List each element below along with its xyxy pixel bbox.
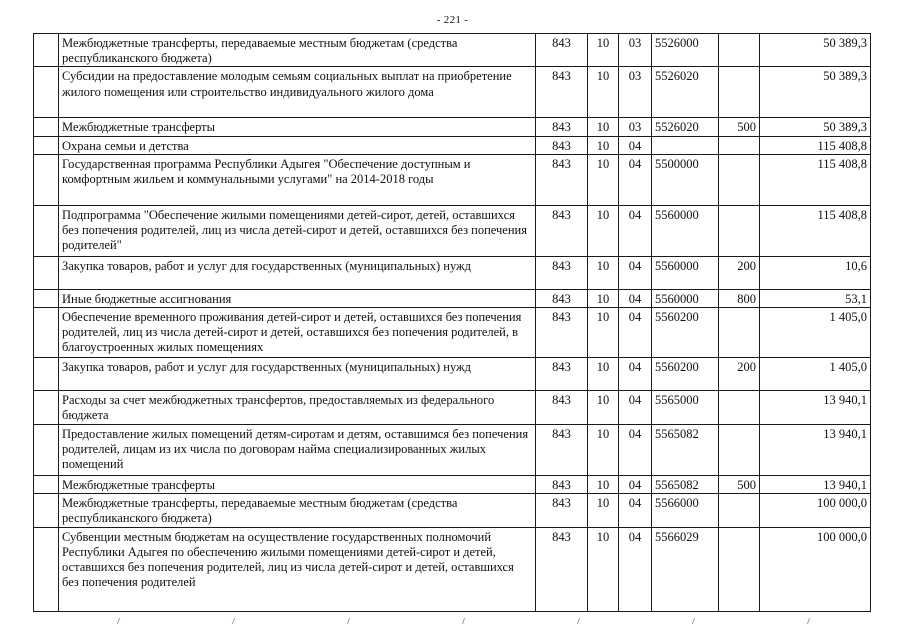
table-row bbox=[34, 425, 871, 476]
section-code: 10 bbox=[588, 494, 619, 527]
department-code: 843 bbox=[536, 391, 588, 425]
target-article-code: 5566000 bbox=[652, 494, 719, 527]
expense-name: Закупка товаров, работ и услуг для государственных (муниципальных) нужд bbox=[59, 358, 536, 391]
amount: 115 408,8 bbox=[760, 154, 871, 205]
expense-type-code: 500 bbox=[719, 476, 760, 494]
page-number: - 221 - bbox=[436, 14, 469, 26]
amount: 1 405,0 bbox=[760, 308, 871, 358]
table-row bbox=[34, 494, 871, 527]
target-article-code: 5565082 bbox=[652, 425, 719, 476]
expense-type-code bbox=[719, 527, 760, 611]
department-code: 843 bbox=[536, 118, 588, 136]
expense-type-code: 200 bbox=[719, 256, 760, 289]
row-margin-cell bbox=[34, 476, 59, 494]
target-article-code: 5560200 bbox=[652, 308, 719, 358]
department-code: 843 bbox=[536, 358, 588, 391]
section-code: 10 bbox=[588, 425, 619, 476]
expense-name: Охрана семьи и детства bbox=[59, 136, 536, 154]
border-tick bbox=[232, 618, 235, 624]
expense-name: Межбюджетные трансферты, передаваемые местным бюджетам (средства республиканского бюджета) bbox=[59, 494, 536, 527]
target-article-code: 5566029 bbox=[652, 527, 719, 611]
target-article-code: 5526020 bbox=[652, 118, 719, 136]
table-row bbox=[34, 289, 871, 307]
subsection-code: 04 bbox=[619, 308, 652, 358]
expense-name: Предоставление жилых помещений детям-сиротам и детям, оставшимся без попечения родителей, лицам из их числа по договорам найма специализированных жилых помещений bbox=[59, 425, 536, 476]
next-page-border-fragments bbox=[33, 618, 873, 628]
border-tick bbox=[577, 618, 580, 624]
section-code: 10 bbox=[588, 308, 619, 358]
budget-table bbox=[33, 33, 871, 612]
target-article-code bbox=[652, 136, 719, 154]
amount: 53,1 bbox=[760, 289, 871, 307]
amount: 115 408,8 bbox=[760, 205, 871, 256]
target-article-code: 5500000 bbox=[652, 154, 719, 205]
expense-type-code bbox=[719, 494, 760, 527]
row-margin-cell bbox=[34, 308, 59, 358]
expense-name: Субсидии на предоставление молодым семьям социальных выплат на приобретение жилого помещения или строительство индивидуального жилого дома bbox=[59, 67, 536, 118]
table-row bbox=[34, 308, 871, 358]
amount: 50 389,3 bbox=[760, 67, 871, 118]
department-code: 843 bbox=[536, 527, 588, 611]
expense-type-code bbox=[719, 34, 760, 67]
border-tick bbox=[462, 618, 465, 624]
expense-name: Межбюджетные трансферты bbox=[59, 476, 536, 494]
expense-name: Межбюджетные трансферты bbox=[59, 118, 536, 136]
table-row bbox=[34, 391, 871, 425]
border-tick bbox=[347, 618, 350, 624]
row-margin-cell bbox=[34, 289, 59, 307]
amount: 50 389,3 bbox=[760, 34, 871, 67]
target-article-code: 5526000 bbox=[652, 34, 719, 67]
row-margin-cell bbox=[34, 34, 59, 67]
border-tick bbox=[692, 618, 695, 624]
subsection-code: 04 bbox=[619, 358, 652, 391]
subsection-code: 04 bbox=[619, 136, 652, 154]
expense-name: Государственная программа Республики Адыгея "Обеспечение доступным и комфортным жильем и коммунальными услугами" на 2014-2018 годы bbox=[59, 154, 536, 205]
department-code: 843 bbox=[536, 154, 588, 205]
section-code: 10 bbox=[588, 136, 619, 154]
section-code: 10 bbox=[588, 527, 619, 611]
target-article-code: 5565082 bbox=[652, 476, 719, 494]
table-row bbox=[34, 67, 871, 118]
department-code: 843 bbox=[536, 136, 588, 154]
target-article-code: 5526020 bbox=[652, 67, 719, 118]
table-row bbox=[34, 527, 871, 611]
department-code: 843 bbox=[536, 34, 588, 67]
table-row bbox=[34, 136, 871, 154]
department-code: 843 bbox=[536, 425, 588, 476]
subsection-code: 04 bbox=[619, 494, 652, 527]
row-margin-cell bbox=[34, 527, 59, 611]
target-article-code: 5560000 bbox=[652, 256, 719, 289]
row-margin-cell bbox=[34, 358, 59, 391]
section-code: 10 bbox=[588, 118, 619, 136]
section-code: 10 bbox=[588, 358, 619, 391]
subsection-code: 04 bbox=[619, 476, 652, 494]
row-margin-cell bbox=[34, 494, 59, 527]
section-code: 10 bbox=[588, 476, 619, 494]
department-code: 843 bbox=[536, 205, 588, 256]
department-code: 843 bbox=[536, 256, 588, 289]
expense-type-code bbox=[719, 425, 760, 476]
amount: 10,6 bbox=[760, 256, 871, 289]
section-code: 10 bbox=[588, 154, 619, 205]
section-code: 10 bbox=[588, 205, 619, 256]
row-margin-cell bbox=[34, 256, 59, 289]
expense-type-code bbox=[719, 308, 760, 358]
subsection-code: 03 bbox=[619, 67, 652, 118]
border-tick bbox=[807, 618, 810, 624]
expense-name: Подпрограмма "Обеспечение жилыми помещениями детей-сирот, детей, оставшихся без попечения родителей, лиц из числа детей-сирот и детей, оставшихся без попечения родителей" bbox=[59, 205, 536, 256]
row-margin-cell bbox=[34, 391, 59, 425]
section-code: 10 bbox=[588, 67, 619, 118]
subsection-code: 04 bbox=[619, 527, 652, 611]
amount: 50 389,3 bbox=[760, 118, 871, 136]
subsection-code: 04 bbox=[619, 205, 652, 256]
target-article-code: 5560200 bbox=[652, 358, 719, 391]
amount: 100 000,0 bbox=[760, 527, 871, 611]
row-margin-cell bbox=[34, 154, 59, 205]
section-code: 10 bbox=[588, 34, 619, 67]
expense-name: Субвенции местным бюджетам на осуществление государственных полномочий Республики Адыгея по обеспечению жилыми помещениями детей-сирот и детей, оставшихся без попечения родителей, лиц из числа детей-сирот и детей, оставшихся без попечения родителей bbox=[59, 527, 536, 611]
department-code: 843 bbox=[536, 289, 588, 307]
expense-type-code: 200 bbox=[719, 358, 760, 391]
expense-type-code: 800 bbox=[719, 289, 760, 307]
section-code: 10 bbox=[588, 391, 619, 425]
department-code: 843 bbox=[536, 308, 588, 358]
row-margin-cell bbox=[34, 67, 59, 118]
expense-type-code bbox=[719, 67, 760, 118]
row-margin-cell bbox=[34, 118, 59, 136]
amount: 13 940,1 bbox=[760, 425, 871, 476]
row-margin-cell bbox=[34, 205, 59, 256]
department-code: 843 bbox=[536, 67, 588, 118]
subsection-code: 04 bbox=[619, 256, 652, 289]
expense-type-code bbox=[719, 205, 760, 256]
section-code: 10 bbox=[588, 289, 619, 307]
target-article-code: 5565000 bbox=[652, 391, 719, 425]
expense-name: Расходы за счет межбюджетных трансфертов, предоставляемых из федерального бюджета bbox=[59, 391, 536, 425]
expense-type-code bbox=[719, 391, 760, 425]
subsection-code: 04 bbox=[619, 154, 652, 205]
expense-name: Закупка товаров, работ и услуг для государственных (муниципальных) нужд bbox=[59, 256, 536, 289]
subsection-code: 04 bbox=[619, 425, 652, 476]
subsection-code: 03 bbox=[619, 34, 652, 67]
subsection-code: 04 bbox=[619, 391, 652, 425]
subsection-code: 03 bbox=[619, 118, 652, 136]
subsection-code: 04 bbox=[619, 289, 652, 307]
table-row bbox=[34, 358, 871, 391]
expense-type-code bbox=[719, 154, 760, 205]
table-row bbox=[34, 205, 871, 256]
target-article-code: 5560000 bbox=[652, 289, 719, 307]
expense-name: Межбюджетные трансферты, передаваемые местным бюджетам (средства республиканского бюджета) bbox=[59, 34, 536, 67]
expense-name: Иные бюджетные ассигнования bbox=[59, 289, 536, 307]
amount: 1 405,0 bbox=[760, 358, 871, 391]
table-row bbox=[34, 34, 871, 67]
border-tick bbox=[117, 618, 120, 624]
row-margin-cell bbox=[34, 425, 59, 476]
section-code: 10 bbox=[588, 256, 619, 289]
amount: 13 940,1 bbox=[760, 391, 871, 425]
table-row bbox=[34, 476, 871, 494]
expense-name: Обеспечение временного проживания детей-сирот и детей, оставшихся без попечения родителей, лиц из числа детей-сирот и детей, оставшихся без попечения родителей, в благоустроенных жилых помещениях bbox=[59, 308, 536, 358]
amount: 115 408,8 bbox=[760, 136, 871, 154]
expense-type-code: 500 bbox=[719, 118, 760, 136]
table-row bbox=[34, 118, 871, 136]
row-margin-cell bbox=[34, 136, 59, 154]
table-row bbox=[34, 154, 871, 205]
table-row bbox=[34, 256, 871, 289]
amount: 100 000,0 bbox=[760, 494, 871, 527]
target-article-code: 5560000 bbox=[652, 205, 719, 256]
expense-type-code bbox=[719, 136, 760, 154]
department-code: 843 bbox=[536, 476, 588, 494]
department-code: 843 bbox=[536, 494, 588, 527]
amount: 13 940,1 bbox=[760, 476, 871, 494]
